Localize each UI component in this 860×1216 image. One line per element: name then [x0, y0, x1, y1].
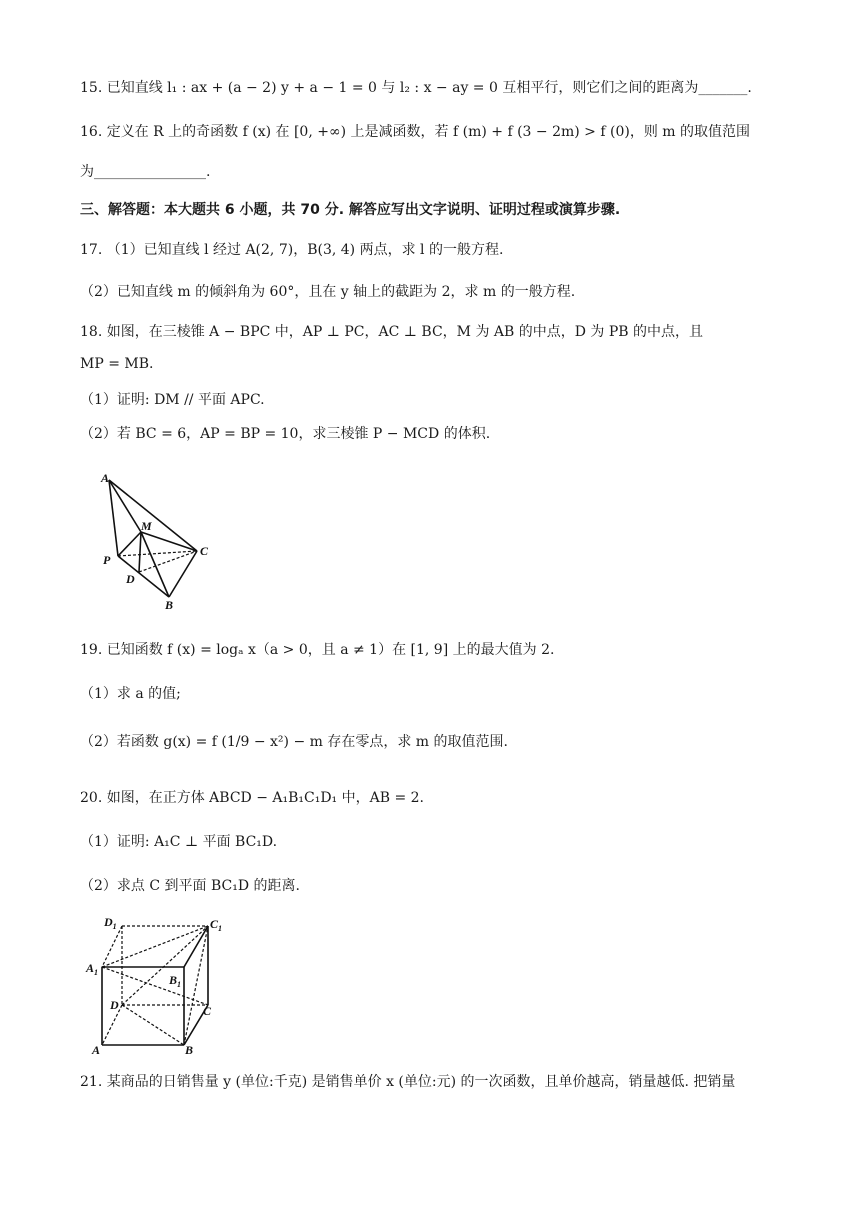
label-d: D: [126, 572, 135, 586]
label-b1: $B_1$: [169, 973, 182, 989]
label-b: B: [185, 1043, 194, 1057]
label-m: M: [141, 519, 152, 533]
question-17-part-2: （2）已知直线 m 的倾斜角为 60°，且在 y 轴上的截距为 2，求 m 的一般方程.: [80, 284, 576, 300]
question-20-part-2: （2）求点 C 到平面 BC₁D 的距离.: [80, 878, 300, 894]
question-19-part-2: （2）若函数 g(x) = f (1/9 − x²) − m 存在零点，求 m 的取值范围.: [80, 734, 508, 750]
label-c: C: [203, 1004, 212, 1018]
label-d: D: [110, 998, 119, 1012]
label-a: A: [101, 471, 110, 485]
question-15: 15. 已知直线 l₁ : ax + (a − 2) y + a − 1 = 0 与 l₂ : x − ay = 0 互相平行，则它们之间的距离为_______.: [80, 80, 752, 96]
question-20: 20. 如图，在正方体 ABCD − A₁B₁C₁D₁ 中，AB = 2.: [80, 790, 425, 806]
label-a: A: [92, 1043, 101, 1057]
question-19-part-1: （1）求 a 的值;: [80, 686, 181, 702]
question-16-continued: 为________________.: [80, 164, 211, 180]
section-3-heading: 三、解答题：本大题共 6 小题，共 70 分. 解答应写出文字说明、证明过程或演算步骤.: [80, 202, 621, 218]
question-18: 18. 如图，在三棱锥 A − BPC 中，AP ⊥ PC，AC ⊥ BC，M 为 AB 的中点，D 为 PB 的中点，且: [80, 324, 704, 340]
label-a1: $A_1$: [86, 961, 99, 977]
label-c1: $C_1$: [210, 917, 223, 933]
question-21: 21. 某商品的日销售量 y (单位:千克) 是销售单价 x (单位:元) 的一次函数，且单价越高，销量越低. 把销量: [80, 1074, 736, 1090]
question-18-part-1: （1）证明: DM // 平面 APC.: [80, 392, 265, 408]
label-p: P: [103, 553, 111, 567]
question-19: 19. 已知函数 f (x) = logₐ x（a > 0，且 a ≠ 1）在 [1, 9] 上的最大值为 2.: [80, 642, 555, 658]
label-c: C: [200, 544, 209, 558]
cube-figure: [84, 912, 224, 1060]
label-d1: $D_1$: [104, 915, 117, 931]
label-b: B: [165, 598, 174, 612]
question-18-condition: MP = MB.: [80, 356, 154, 372]
question-16: 16. 定义在 R 上的奇函数 f (x) 在 [0, +∞) 上是减函数，若 f (m) + f (3 − 2m) > f (0)，则 m 的取值范围: [80, 124, 750, 140]
question-18-part-2: （2）若 BC = 6，AP = BP = 10，求三棱锥 P − MCD 的体积.: [80, 426, 491, 442]
question-20-part-1: （1）证明: A₁C ⊥ 平面 BC₁D.: [80, 834, 278, 850]
tetrahedron-figure: [92, 468, 222, 618]
question-17-part-1: 17. （1）已知直线 l 经过 A(2, 7)，B(3, 4) 两点，求 l 的一般方程.: [80, 242, 504, 258]
